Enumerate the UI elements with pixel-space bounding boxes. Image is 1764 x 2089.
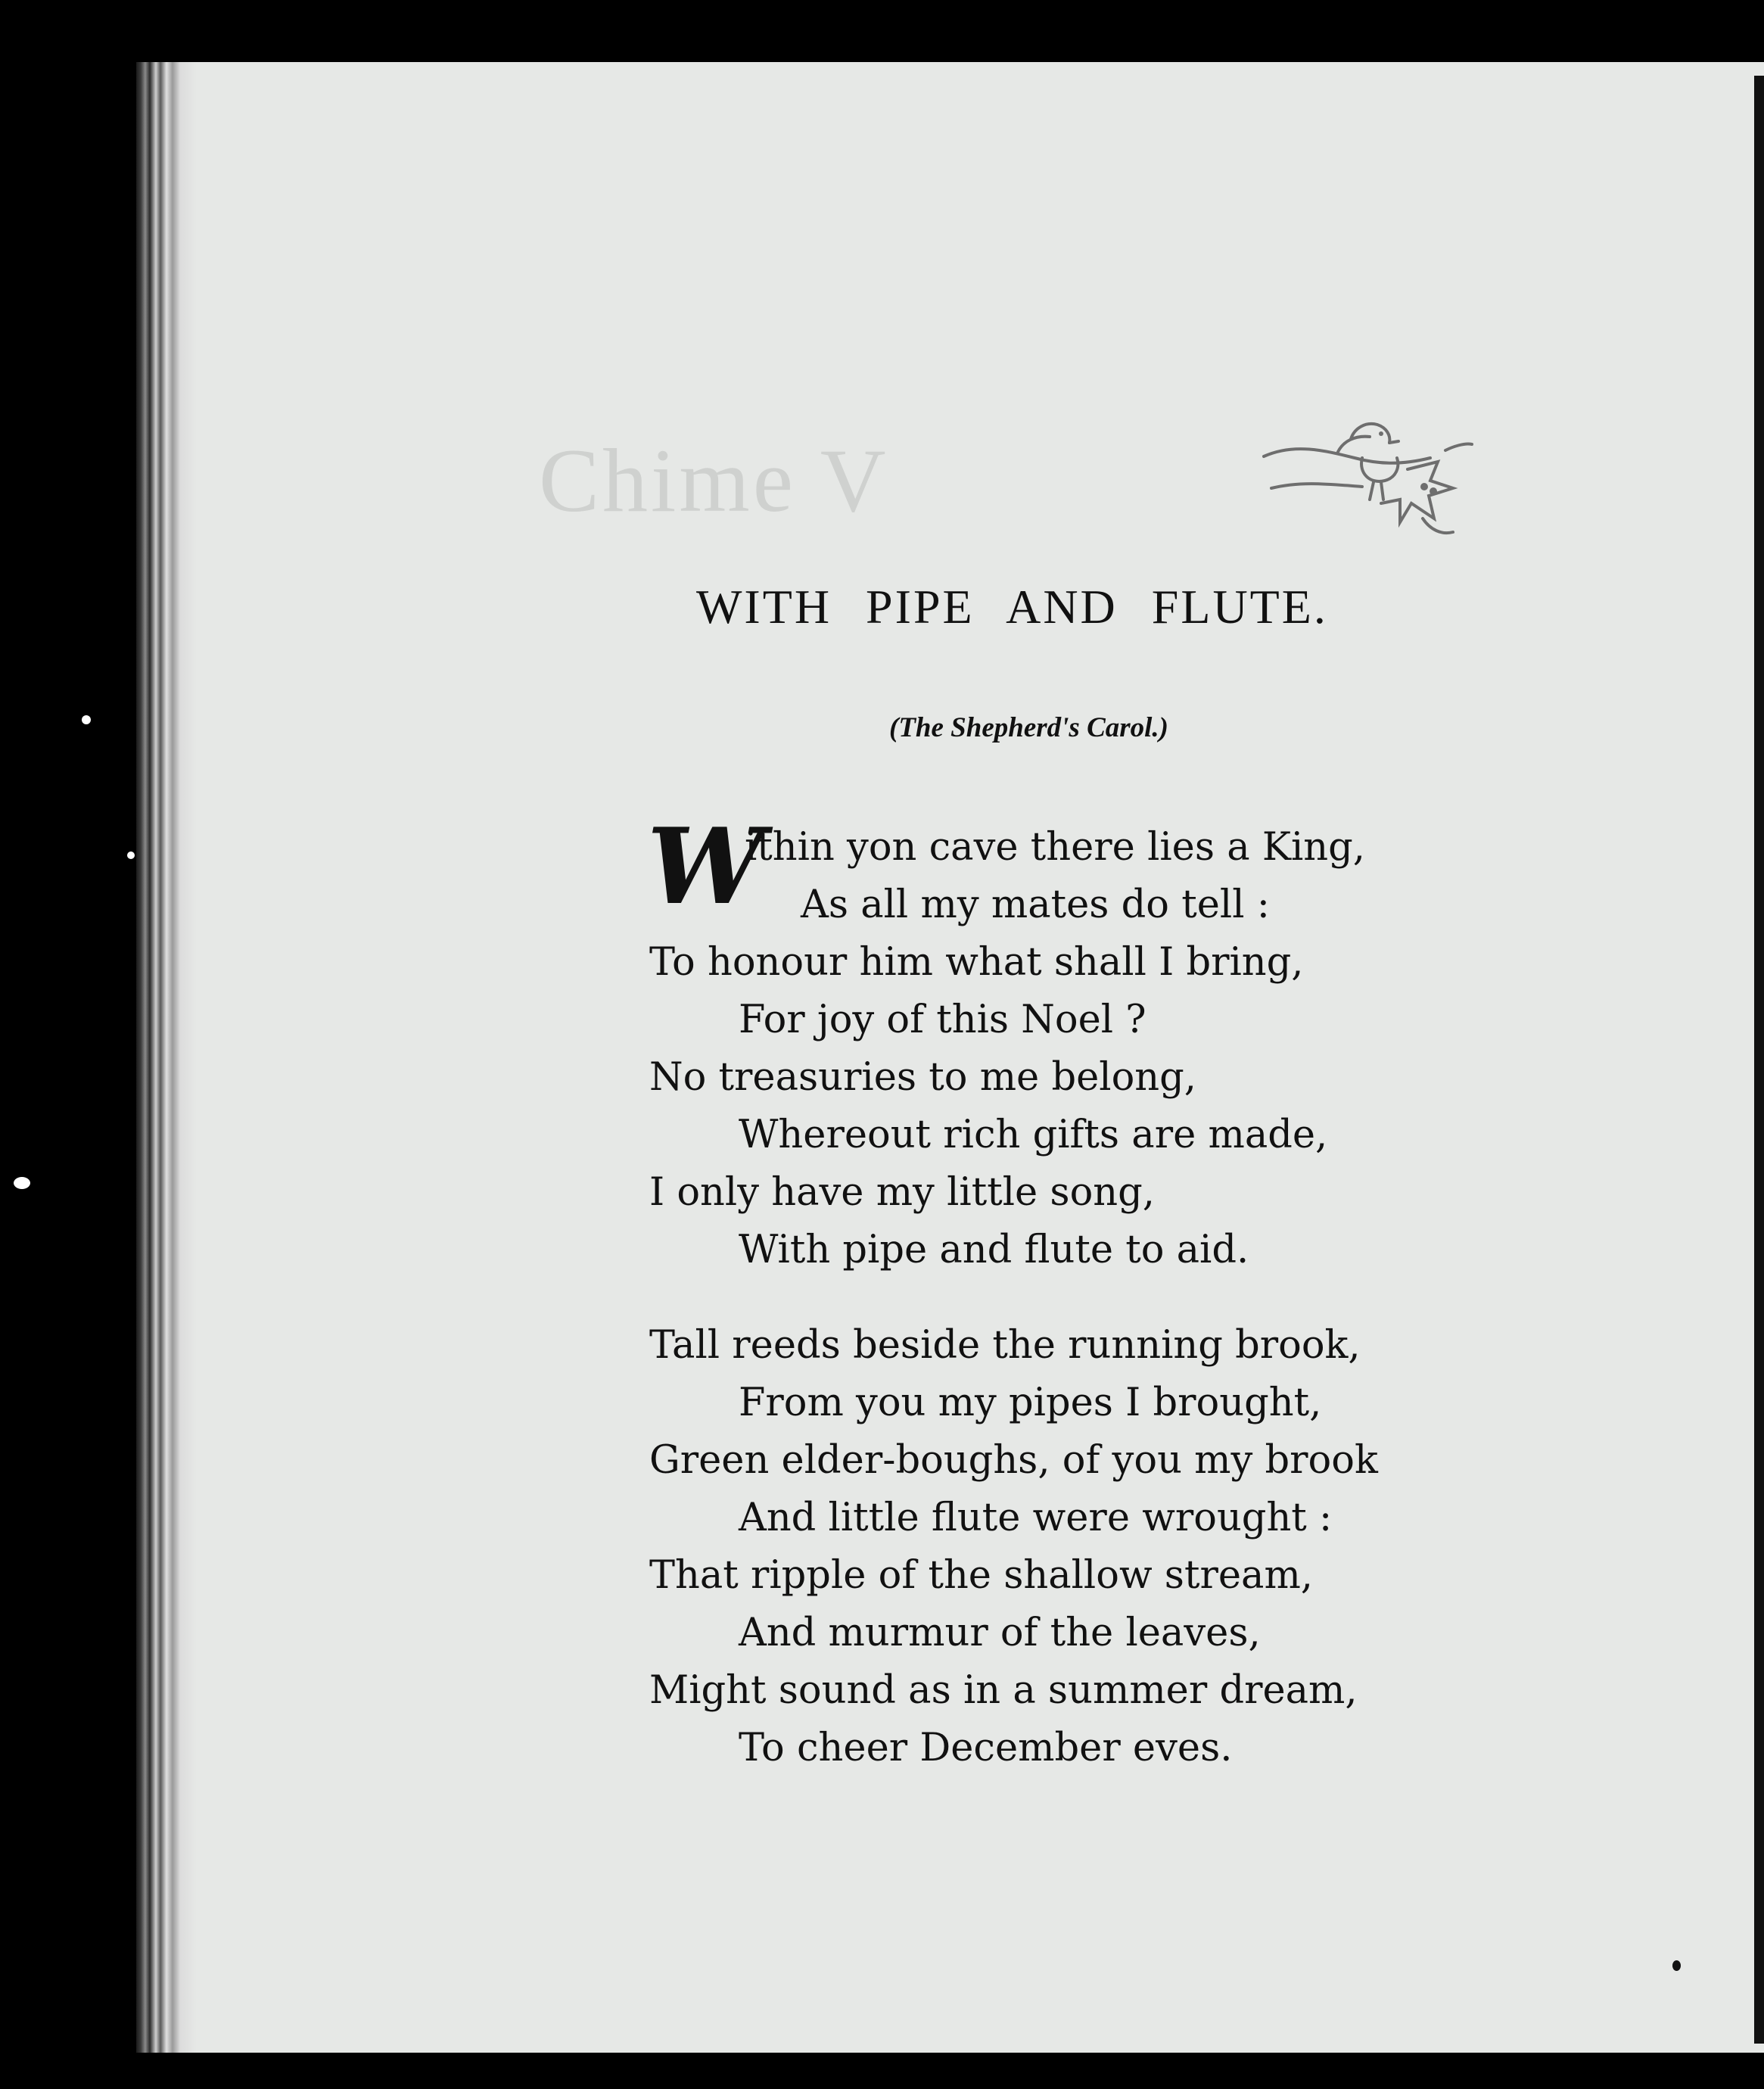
poem-line: ithin yon cave there lies a King,	[745, 825, 1365, 870]
poem-line: Whereout rich gifts are made,	[739, 1113, 1328, 1157]
stanza	[649, 1317, 1557, 1777]
poem-line: Green elder-boughs, of you my brook	[649, 1438, 1378, 1483]
poem-line: And little flute were wrought :	[739, 1496, 1333, 1540]
chapter-heading: Chime V	[539, 430, 889, 531]
poem-line: To cheer December eves.	[739, 1726, 1233, 1770]
poem-line: As all my mates do tell :	[801, 883, 1270, 927]
poem-line: From you my pipes I brought,	[739, 1381, 1322, 1425]
poem-line: For joy of this Noel ?	[739, 998, 1146, 1042]
dust-speck	[1672, 1960, 1681, 1971]
poem-line: I only have my little song,	[649, 1170, 1155, 1215]
stanza	[649, 819, 1557, 1279]
book-binding-edge	[136, 62, 197, 2053]
poem-line: Tall reeds beside the running brook,	[649, 1323, 1361, 1368]
poem-line: And murmur of the leaves,	[739, 1611, 1261, 1655]
poem-body	[649, 819, 1557, 1777]
dust-speck	[14, 1177, 30, 1189]
poem-line: No treasuries to me belong,	[649, 1055, 1196, 1100]
poem-line: Might sound as in a summer dream,	[649, 1668, 1358, 1713]
dust-speck	[82, 715, 91, 724]
poem-line: That ripple of the shallow stream,	[649, 1553, 1314, 1598]
drop-cap-letter: W	[647, 805, 764, 928]
poem-subtitle: (The Shepherd's Carol.)	[889, 712, 1169, 743]
dust-speck	[127, 851, 135, 859]
page-right-edge	[1754, 76, 1764, 2044]
poem-line: With pipe and flute to aid.	[739, 1228, 1249, 1272]
poem-title: WITH PIPE AND FLUTE.	[696, 580, 1328, 634]
poem-line: To honour him what shall I bring,	[649, 940, 1304, 985]
bird-on-holly-icon	[1249, 397, 1476, 549]
